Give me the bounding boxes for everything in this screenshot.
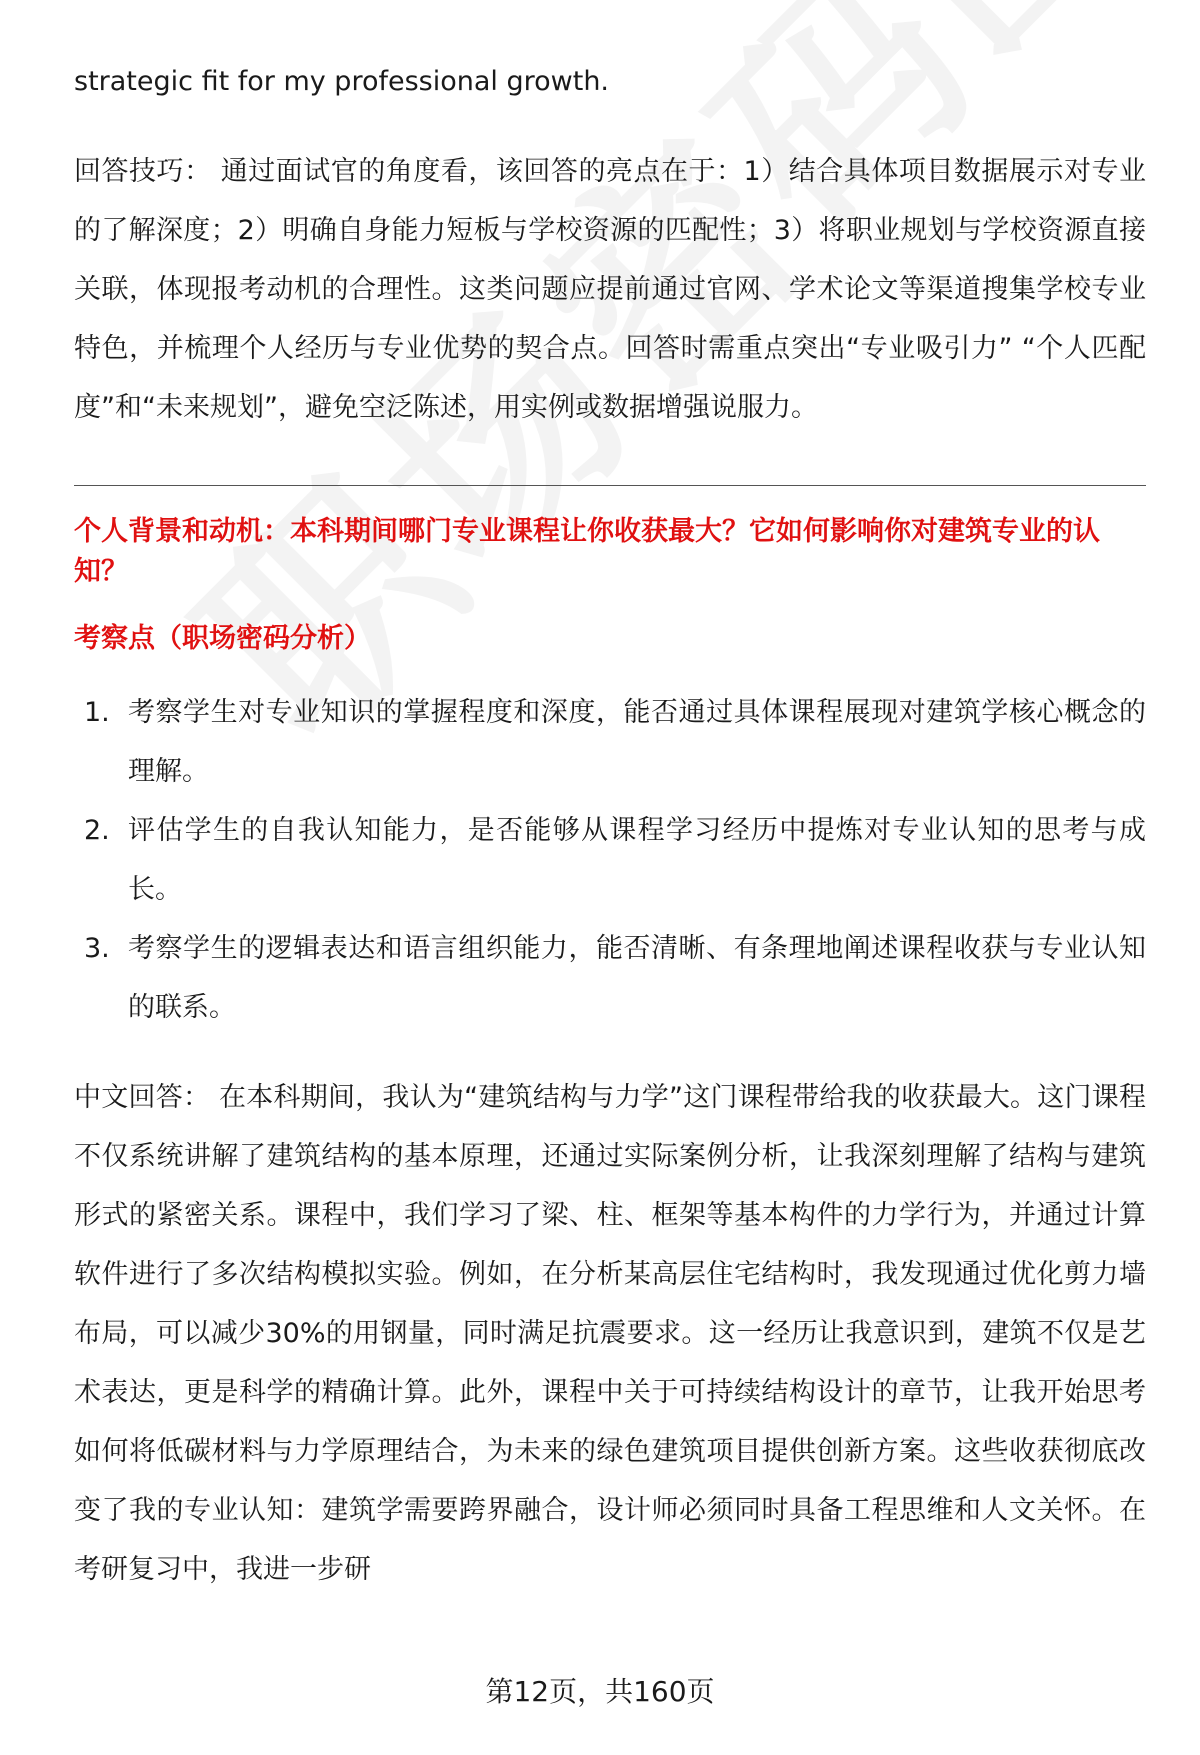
question-title: 个人背景和动机：本科期间哪门专业课程让你收获最大？它如何影响你对建筑专业的认知？ xyxy=(74,516,1100,587)
list-item xyxy=(74,683,1146,801)
page-content xyxy=(74,52,1146,1599)
section-divider xyxy=(74,485,1146,486)
list-item xyxy=(74,801,1146,919)
list-item-text: 考察学生的逻辑表达和语言组织能力，能否清晰、有条理地阐述课程收获与专业认知的联系。 xyxy=(128,933,1146,1023)
intro-text: strategic fit for my professional growth. xyxy=(74,66,610,97)
list-item-text: 评估学生的自我认知能力，是否能够从课程学习经历中提炼对专业认知的思考与成长。 xyxy=(128,815,1146,905)
answer-tip-paragraph: 回答技巧： 通过面试官的角度看，该回答的亮点在于：1）结合具体项目数据展示对专业的了解深度；2）明确自身能力短板与学校资源的匹配性；3）将职业规划与学校资源直接关联，体现报考动机的合理性。这类问题应提前通过官网、学术论文等渠道搜集学校专业特色，并梳理个人经历与专业优势的契合点。回答时需重点突出“专业吸引力” “个人匹配度”和“未来规划”，避免空泛陈述，用实例或数据增强说服力。 xyxy=(74,156,1146,423)
list-item-text: 考察学生对专业知识的掌握程度和深度，能否通过具体课程展现对建筑学核心概念的理解。 xyxy=(128,697,1146,787)
list-item-number: 2. xyxy=(84,815,110,846)
list-item xyxy=(74,919,1146,1037)
list-item-number: 3. xyxy=(84,933,110,964)
evaluation-points-list xyxy=(74,683,1146,1037)
list-item-number: 1. xyxy=(84,697,110,728)
section-title: 考察点（职场密码分析） xyxy=(74,623,371,654)
answer-paragraph: 中文回答： 在本科期间，我认为“建筑结构与力学”这门课程带给我的收获最大。这门课程不仅系统讲解了建筑结构的基本原理，还通过实际案例分析，让我深刻理解了结构与建筑形式的紧密关系。课程中，我们学习了梁、柱、框架等基本构件的力学行为，并通过计算软件进行了多次结构模拟实验。例如，在分析某高层住宅结构时，我发现通过优化剪力墙布局，可以减少30%的用钢量，同时满足抗震要求。这一经历让我意识到，建筑不仅是艺术表达，更是科学的精确计算。此外，课程中关于可持续结构设计的章节，让我开始思考如何将低碳材料与力学原理结合，为未来的绿色建筑项目提供创新方案。这些收获彻底改变了我的专业认知：建筑学需要跨界融合，设计师必须同时具备工程思维和人文关怀。在考研复习中，我进一步研 xyxy=(74,1082,1146,1585)
page-number: 第12页，共160页 xyxy=(485,1675,715,1708)
